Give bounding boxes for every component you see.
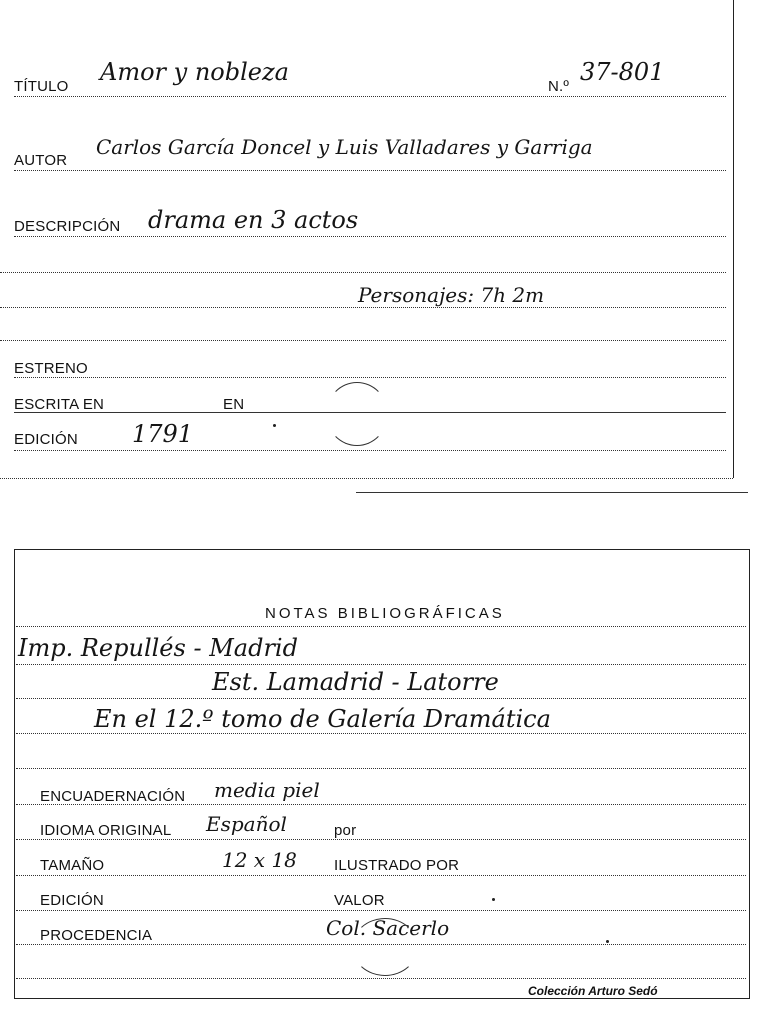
- tamano-label: TAMAÑO: [40, 857, 105, 874]
- encuadernacion-label: ENCUADERNACIÓN: [40, 788, 186, 805]
- blank-line-2: [0, 307, 726, 308]
- descripcion-label: DESCRIPCIÓN: [14, 218, 121, 235]
- edicion2-label: EDICIÓN: [40, 892, 104, 909]
- personajes-value: Personajes: 7h 2m: [358, 283, 545, 307]
- idioma-line: [16, 839, 746, 840]
- card-front-shadow-edge: [356, 492, 748, 493]
- titulo-label: TÍTULO: [14, 78, 69, 95]
- por-label: por: [334, 822, 357, 839]
- card-front-bottom-edge: [0, 478, 733, 479]
- notes-line-3: [16, 733, 746, 734]
- autor-line: [14, 170, 726, 171]
- procedencia-value: Col. Sacerlo: [326, 916, 450, 940]
- coleccion-footer: Colección Arturo Sedó: [528, 984, 658, 998]
- escrita-en-label: ESCRITA EN: [14, 396, 105, 413]
- stamp-mark-2: [352, 918, 418, 976]
- edicion-line: [14, 450, 726, 451]
- descripcion-value: drama en 3 actos: [148, 206, 359, 234]
- tamano-line: [16, 875, 746, 876]
- bottom-line: [16, 978, 746, 979]
- en-label: EN: [223, 396, 245, 413]
- notes-line-4: [16, 768, 746, 769]
- speck-3: [492, 898, 495, 901]
- estreno-line: [14, 377, 726, 378]
- numero-value: 37-801: [580, 58, 665, 86]
- notes-line-2: [16, 698, 746, 699]
- edicion-label: EDICIÓN: [14, 431, 78, 448]
- idioma-value: Español: [206, 812, 287, 836]
- blank-line-1: [0, 272, 726, 273]
- encuadernacion-value: media piel: [214, 778, 320, 802]
- titulo-line: [14, 96, 726, 97]
- idioma-label: IDIOMA ORIGINAL: [40, 822, 172, 839]
- stamp-mark: [326, 382, 388, 446]
- autor-label: AUTOR: [14, 152, 68, 169]
- edicion2-line: [16, 910, 746, 911]
- notes-line-0: [16, 626, 746, 627]
- descripcion-line: [14, 236, 726, 237]
- speck-2: [606, 940, 609, 943]
- notas-heading: NOTAS BIBLIOGRÁFICAS: [265, 605, 505, 622]
- valor-label: VALOR: [334, 892, 385, 909]
- titulo-value: Amor y nobleza: [100, 58, 289, 86]
- speck: [273, 424, 276, 427]
- note-line-3: En el 12.º tomo de Galería Dramática: [94, 705, 551, 733]
- numero-label: N.º: [548, 78, 570, 95]
- edicion-value: 1791: [132, 420, 194, 448]
- procedencia-label: PROCEDENCIA: [40, 927, 153, 944]
- blank-line-3: [0, 340, 726, 341]
- note-line-2: Est. Lamadrid - Latorre: [212, 668, 499, 696]
- autor-value: Carlos García Doncel y Luis Valladares y Garriga: [96, 135, 593, 159]
- notes-line-1: [16, 664, 746, 665]
- tamano-value: 12 x 18: [222, 848, 297, 872]
- ilustrado-label: ILUSTRADO POR: [334, 857, 460, 874]
- note-line-1: Imp. Repullés - Madrid: [18, 634, 298, 662]
- estreno-label: ESTRENO: [14, 360, 88, 377]
